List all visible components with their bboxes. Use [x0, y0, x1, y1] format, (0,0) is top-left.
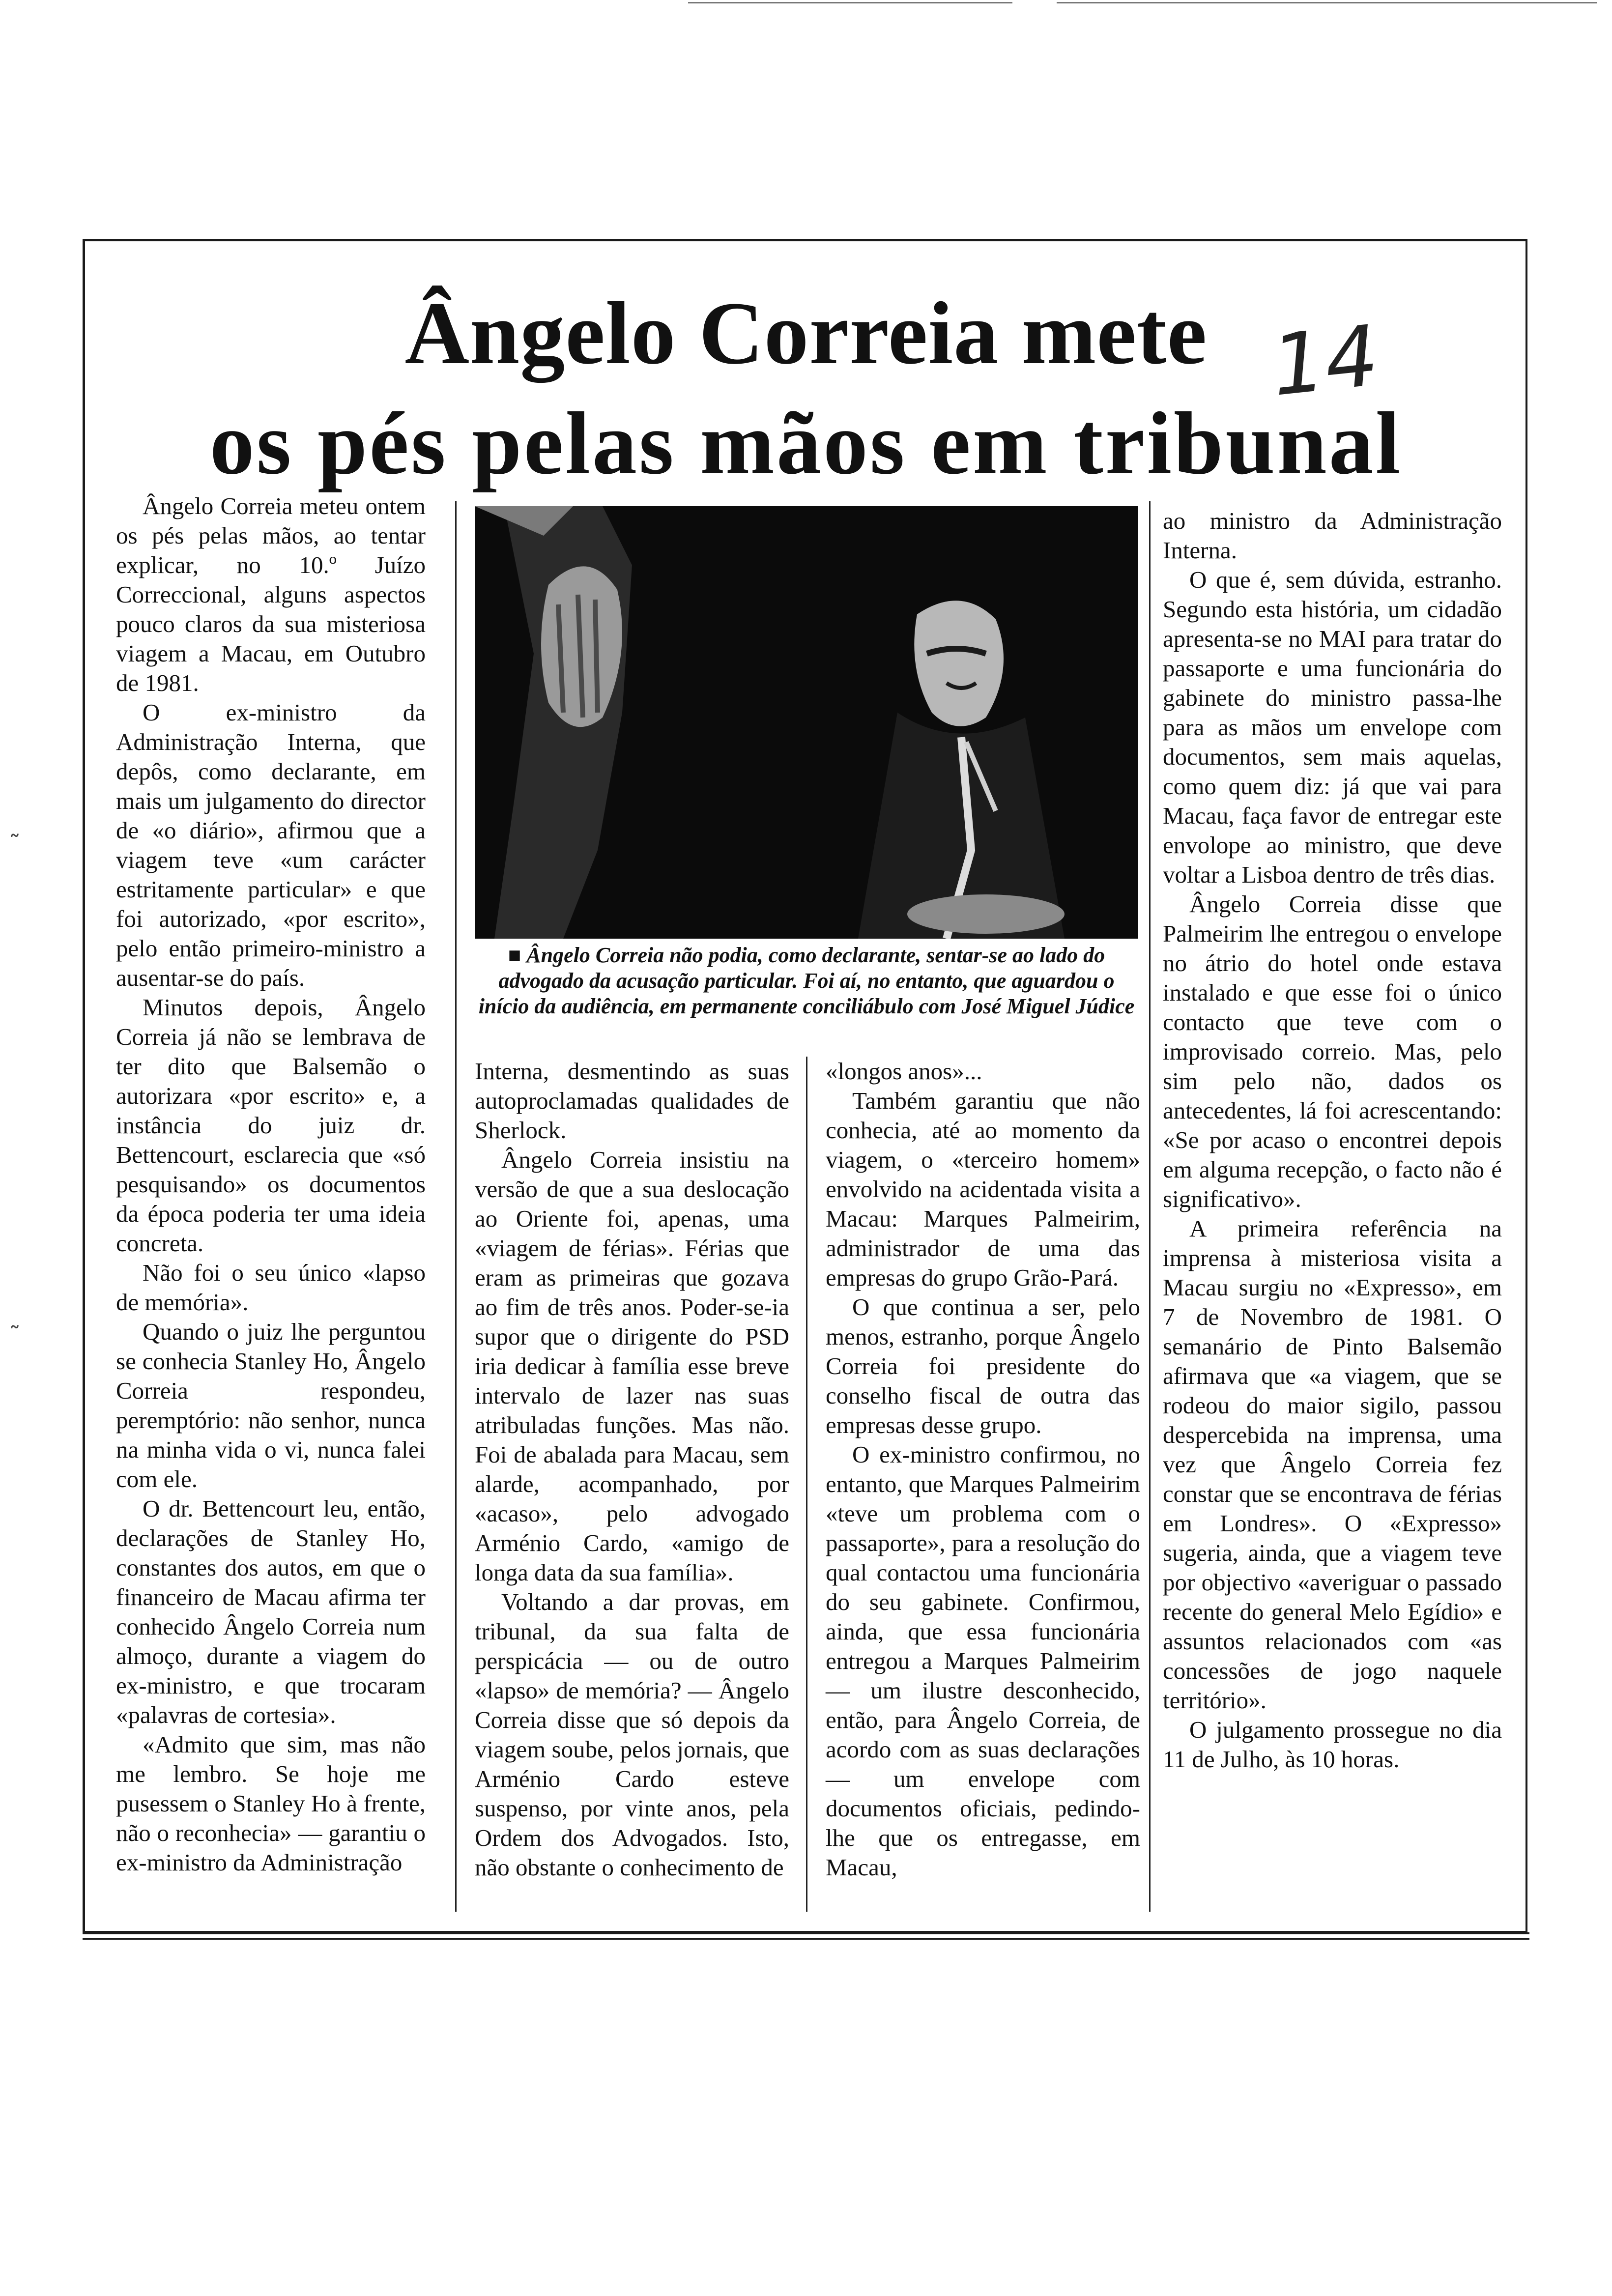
paragraph: Não foi o seu único «lapso de memória». — [116, 1259, 426, 1316]
paragraph: O ex-ministro confirmou, no entanto, que Marques Palmeirim «teve um problema com o passaporte», para a resolução do qual contactou uma funcionária do seu gabinete. Confirmou, ainda, que essa funcionária entregou a Marques Palmeirim — um ilustre desconhecido, então, para Ângelo Correia, de acordo com as suas declarações — um envelope com documentos oficiais, pedindo-lhe que os entregasse, em Macau, — [826, 1441, 1140, 1881]
paragraph: Ângelo Correia meteu ontem os pés pelas mãos, ao tentar explicar, no 10.º Juízo Correccional, alguns aspectos pouco claros da sua misteriosa viagem a Macau, em Outubro de 1981. — [116, 492, 426, 696]
article-column-1 — [116, 491, 426, 1877]
caption-bullet-icon: ■ — [508, 943, 527, 967]
margin-mark: ˜ — [9, 831, 21, 858]
headline-line-1: Ângelo Correia mete — [404, 284, 1208, 383]
paragraph: Também garantiu que não conhecia, até ao momento da viagem, o «terceiro homem» envolvido na acidentada visita a Macau: Marques Palmeirim, administrador de uma das empresas do grupo Grão-Pará. — [826, 1087, 1140, 1291]
news-photo — [475, 506, 1138, 939]
handwritten-note: 14 — [1267, 307, 1383, 415]
bottom-rule — [83, 1932, 1529, 1934]
column-rule — [806, 1057, 807, 1912]
article-column-2 — [475, 1057, 789, 1882]
paragraph: ao ministro da Administração Interna. — [1163, 507, 1502, 564]
column-rule — [455, 501, 457, 1912]
paragraph: Voltando a dar provas, em tribunal, da sua falta de perspicácia — ou de outro «lapso» de memória? — Ângelo Correia disse que só depois da viagem soube, pelos jornais, que Arménio Cardo esteve suspenso, por vinte anos, pela Ordem dos Advogados. Isto, não obstante o conhecimento de — [475, 1588, 789, 1881]
paragraph: O que continua a ser, pelo menos, estranho, porque Ângelo Correia foi presidente do conselho fiscal de outra das empresas desse grupo. — [826, 1293, 1140, 1438]
paragraph: Ângelo Correia insistiu na versão de que a sua deslocação ao Oriente foi, apenas, uma «viagem de férias». Férias que eram as primeiras que gozava ao fim de três anos. Poder-se-ia supor que o dirigente do PSD iria dedicar à família esse breve intervalo de lazer nas suas atribuladas funções. Mas não. Foi de abalada para Macau, sem alarde, acompanhado, por «acaso», pelo advogado Arménio Cardo, «amigo de longa data da sua família». — [475, 1146, 789, 1586]
paragraph: «longos anos»... — [826, 1058, 982, 1085]
article-column-4 — [1163, 506, 1502, 1774]
paragraph: A primeira referência na imprensa à misteriosa visita a Macau surgiu no «Expresso», em 7 de Novembro de 1981. O semanário de Pinto Balsemão afirmava que «a viagem, que se rodeou do maior sigilo, passou despercebida na imprensa, uma vez que Ângelo Correia fez constar que se encontrava de férias em Londres». O «Expresso» sugeria, ainda, que a viagem teve por objectivo «averiguar o passado recente do general Melo Egídio» e assuntos relacionados com «as concessões de jogo naquele território». — [1163, 1215, 1502, 1714]
paragraph: Minutos depois, Ângelo Correia já não se lembrava de ter dito que Balsemão o autorizara «por escrito» e, a instância do juiz dr. Bettencourt, esclarecia que «só pesquisando» os documentos da época poderia ter uma ideia concreta. — [116, 994, 426, 1257]
caption-text: Ângelo Correia não podia, como declarante, sentar-se ao lado do advogado da acusação particular. Foi aí, no entanto, que aguardou o início da audiência, em permanente conciliábulo com José Miguel Júdice — [478, 943, 1135, 1018]
paragraph: Ângelo Correia disse que Palmeirim lhe entregou o envelope no átrio do hotel onde estava instalado e que esse foi o único contacto que teve com o improvisado correio. Mas, pelo sim pelo não, dados os antecedentes, lá foi acrescentando: «Se por acaso o encontrei depois em alguma recepção, o facto não é significativo». — [1163, 890, 1502, 1212]
paragraph: «Admito que sim, mas não me lembro. Se hoje me pusessem o Stanley Ho à frente, não o reconhecia» — garantiu o ex-ministro da Administração — [116, 1731, 426, 1876]
paragraph: O que é, sem dúvida, estranho. Segundo esta história, um cidadão apresenta-se no MAI para tratar do passaporte e uma funcionária do gabinete do ministro passa-lhe para as mãos um envelope com documentos, sem mais aquelas, como quem diz: já que vai para Macau, faça favor de entregar este envolope ao ministro, que deve voltar a Lisboa dentro de três dias. — [1163, 566, 1502, 888]
paragraph: Quando o juiz lhe perguntou se conhecia Stanley Ho, Ângelo Correia respondeu, peremptório: não senhor, nunca na minha vida o vi, nunca falei com ele. — [116, 1318, 426, 1492]
article-column-3 — [826, 1057, 1140, 1882]
photo-illustration — [475, 506, 1138, 939]
margin-mark: ˜ — [9, 1322, 21, 1349]
paragraph: O julgamento prossegue no dia 11 de Julho, às 10 horas. — [1163, 1716, 1502, 1773]
column-rule — [1149, 501, 1151, 1912]
paragraph: Interna, desmentindo as suas autoproclamadas qualidades de Sherlock. — [475, 1058, 789, 1144]
headline-line-2: os pés pelas mãos em tribunal — [209, 394, 1403, 493]
paragraph: O dr. Bettencourt leu, então, declarações de Stanley Ho, constantes dos autos, em que o financeiro de Macau afirma ter conhecido Ângelo Correia num almoço, durante a viagem do ex-ministro, e que trocaram «palavras de cortesia». — [116, 1495, 426, 1728]
scan-edge-line — [1057, 2, 1597, 3]
paragraph: O ex-ministro da Administração Interna, que depôs, como declarante, em mais um julgamento do director de «o diário», afirmou que a viagem teve «um carácter estritamente particular» e que foi autorizado, «por escrito», pelo então primeiro-ministro a ausentar-se do país. — [116, 699, 426, 991]
scan-edge-line — [688, 2, 1012, 3]
photo-caption — [475, 943, 1138, 1019]
bottom-rule — [83, 1938, 1529, 1940]
